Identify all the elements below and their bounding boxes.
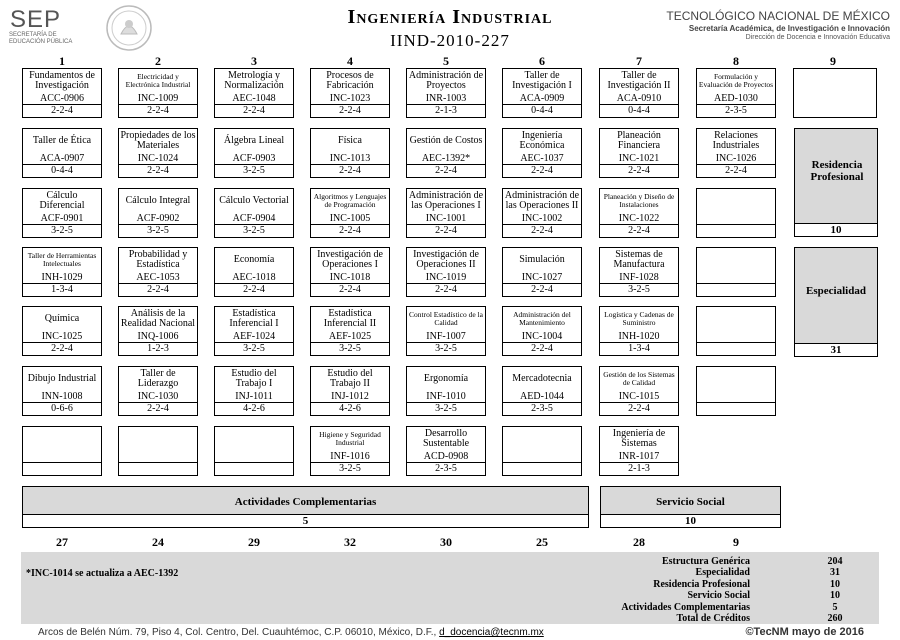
course-name: Control Estadístico de la Calidad — [409, 309, 483, 327]
summary-value: 10 — [830, 590, 840, 602]
course-card — [696, 128, 776, 178]
course-name — [698, 307, 774, 330]
course-card — [118, 366, 198, 416]
empty-course-slot — [696, 247, 776, 297]
course-card — [310, 426, 390, 476]
summary-value: 204 — [827, 556, 843, 567]
course-name: Taller de Investigación II — [607, 69, 671, 91]
course-credits: 3-2-5 — [23, 224, 101, 237]
course-code: INQ-1006 — [137, 331, 179, 342]
course-code: INR-1003 — [425, 93, 467, 104]
residencia-block — [794, 128, 878, 237]
course-credits: 2-2-4 — [119, 402, 197, 415]
course-name: Investigación de Operaciones II — [413, 248, 479, 270]
course-name: Planeación y Diseño de Instalaciones — [603, 191, 675, 209]
sep-logo-text: SEP — [10, 6, 62, 33]
course-card — [310, 188, 390, 238]
course-name: Cálculo Vectorial — [219, 194, 289, 206]
especialidad-block — [794, 247, 878, 357]
course-credits — [697, 224, 775, 237]
course-credits: 3-2-5 — [119, 224, 197, 237]
course-card — [502, 306, 582, 356]
course-code: INC-1002 — [521, 213, 563, 224]
course-code: ACF-0904 — [232, 213, 276, 224]
course-code: AED-1030 — [714, 93, 758, 104]
course-credits: 3-2-5 — [311, 342, 389, 355]
course-name: Procesos de Fabricación — [326, 69, 374, 91]
address-text: Arcos de Belén Núm. 79, Piso 4, Col. Centro, Del. Cuauhtémoc, C.P. 06010, México, D.F., — [38, 627, 440, 638]
course-credits: 2-1-3 — [600, 462, 678, 475]
course-credits: 0-6-6 — [23, 402, 101, 415]
course-card — [214, 68, 294, 118]
course-name: Investigación de Operaciones I — [317, 248, 383, 270]
course-credits: 2-2-4 — [119, 104, 197, 117]
footer-address — [38, 627, 544, 638]
course-name: Metrología y Normalización — [224, 69, 284, 91]
course-card — [22, 68, 102, 118]
course-card — [310, 68, 390, 118]
course-credits: 4-2-6 — [215, 402, 293, 415]
especialidad-credits: 31 — [795, 343, 877, 356]
course-credits: 2-2-4 — [23, 342, 101, 355]
semester-total: 28 — [633, 535, 645, 549]
course-name: Desarrollo Sustentable — [422, 427, 470, 449]
course-card — [214, 247, 294, 297]
course-credits — [697, 402, 775, 415]
course-card — [599, 366, 679, 416]
course-code: ACA-0909 — [519, 93, 565, 104]
course-name: Higiene y Seguridad Industrial — [319, 429, 381, 447]
course-credits: 1-3-4 — [600, 342, 678, 355]
course-credits — [697, 283, 775, 296]
course-name — [216, 427, 292, 450]
semester-header: 8 — [733, 54, 739, 68]
course-name: Ingeniería Económica — [519, 129, 565, 151]
summary-label: Total de Créditos — [676, 613, 750, 624]
empty-course-slot — [502, 426, 582, 476]
course-credits: 2-3-5 — [697, 104, 775, 117]
course-code: INC-1024 — [137, 153, 179, 164]
course-card — [599, 68, 679, 118]
course-card — [22, 128, 102, 178]
course-name: Física — [338, 134, 362, 146]
course-code: INC-1009 — [137, 93, 179, 104]
semester-header: 5 — [443, 54, 449, 68]
semester-header: 6 — [539, 54, 545, 68]
course-name: Álgebra Lineal — [223, 134, 285, 146]
course-credits: 2-3-5 — [407, 462, 485, 475]
course-code: INC-1027 — [521, 272, 563, 283]
course-credits: 2-2-4 — [407, 224, 485, 237]
course-credits — [215, 462, 293, 475]
course-code: ACF-0903 — [232, 153, 276, 164]
semester-total: 9 — [733, 535, 739, 549]
course-credits: 2-2-4 — [23, 104, 101, 117]
page-title: Ingeniería Industrial — [347, 6, 553, 28]
course-card — [406, 68, 486, 118]
course-credits: 4-2-6 — [311, 402, 389, 415]
course-card — [118, 68, 198, 118]
course-credits: 3-2-5 — [215, 224, 293, 237]
course-code: ACF-0901 — [40, 213, 84, 224]
course-card — [22, 306, 102, 356]
course-code: AEC-1018 — [232, 272, 276, 283]
empty-course-slot — [696, 366, 776, 416]
plan-code: IIND-2010-227 — [390, 31, 510, 50]
course-code: AEC-1392* — [421, 153, 471, 164]
summary-label: Servicio Social — [687, 590, 750, 602]
semester-total: 24 — [152, 535, 164, 549]
org-name: TECNOLÓGICO NACIONAL DE MÉXICO — [666, 9, 890, 23]
course-name: Sistemas de Manufactura — [613, 248, 665, 270]
course-credits: 2-1-3 — [407, 104, 485, 117]
course-code: INR-1017 — [618, 451, 660, 462]
course-card — [599, 306, 679, 356]
course-credits: 3-2-5 — [407, 402, 485, 415]
course-name: Química — [44, 312, 80, 324]
course-name: Relaciones Industriales — [712, 129, 760, 151]
course-name: Ergonomía — [423, 372, 469, 384]
course-credits: 2-2-4 — [311, 283, 389, 296]
course-name: Cálculo Integral — [125, 194, 191, 206]
course-name: Taller de Herramientas Intelectuales — [27, 250, 97, 268]
course-card — [502, 247, 582, 297]
course-code: INH-1020 — [618, 331, 660, 342]
course-code: INJ-1012 — [331, 391, 369, 402]
course-name: Taller de Investigación I — [512, 69, 572, 91]
course-code: AEC-1037 — [520, 153, 564, 164]
course-credits: 2-2-4 — [503, 283, 581, 296]
course-code: INC-1001 — [425, 213, 467, 224]
course-card — [118, 247, 198, 297]
org-subtitle: Secretaría Académica, de Investigación e Innovación — [688, 24, 890, 33]
course-code: INC-1018 — [329, 272, 371, 283]
course-name: Taller de Liderazgo — [137, 367, 179, 389]
course-code: AEC-1048 — [232, 93, 276, 104]
course-credits: 2-2-4 — [311, 164, 389, 177]
course-credits: 2-2-4 — [600, 402, 678, 415]
summary-label: Residencia Profesional — [653, 578, 750, 590]
course-code: INC-1023 — [329, 93, 371, 104]
course-card — [406, 128, 486, 178]
course-name: Análisis de la Realidad Nacional — [120, 307, 196, 329]
course-card — [310, 366, 390, 416]
summary-value: 5 — [832, 601, 838, 613]
course-name — [698, 367, 774, 390]
semester-header: 2 — [155, 54, 161, 68]
course-credits — [503, 462, 581, 475]
semester-header: 7 — [636, 54, 642, 68]
course-name: Administración de las Operaciones II — [504, 189, 580, 211]
course-code: INN-1008 — [41, 391, 83, 402]
course-card — [214, 306, 294, 356]
course-card — [22, 188, 102, 238]
servicio-social-block — [600, 486, 781, 528]
empty-course-slot — [793, 68, 877, 118]
course-credits — [23, 462, 101, 475]
semester-total: 29 — [248, 535, 260, 549]
course-credits — [697, 342, 775, 355]
course-credits: 2-2-4 — [697, 164, 775, 177]
course-name: Planeación Financiera — [617, 129, 661, 151]
course-code: AEF-1025 — [328, 331, 372, 342]
actividades-credits: 5 — [23, 514, 588, 527]
course-credits: 2-2-4 — [215, 104, 293, 117]
course-name: Simulación — [519, 253, 565, 265]
course-name: Estudio del Trabajo I — [231, 367, 277, 389]
course-code: INC-1015 — [618, 391, 660, 402]
course-code: INF-1028 — [619, 272, 659, 283]
residencia-credits: 10 — [795, 223, 877, 236]
course-name: Probabilidad y Estadística — [128, 248, 188, 270]
course-code: INF-1016 — [330, 451, 370, 462]
semester-header: 3 — [251, 54, 257, 68]
course-credits: 0-4-4 — [503, 104, 581, 117]
course-name: Estadística Inferencial I — [229, 307, 279, 329]
course-name: Electricidad y Electrónica Industrial — [125, 71, 191, 89]
course-card — [406, 188, 486, 238]
course-credits: 2-2-4 — [407, 283, 485, 296]
sep-subtitle: SECRETARÍA DE EDUCACIÓN PÚBLICA — [9, 32, 73, 45]
course-credits: 3-2-5 — [311, 462, 389, 475]
course-credits: 2-2-4 — [503, 164, 581, 177]
course-name: Administración del Mantenimiento — [513, 309, 571, 327]
semester-total: 30 — [440, 535, 452, 549]
course-card — [696, 68, 776, 118]
course-credits: 2-2-4 — [503, 342, 581, 355]
course-card — [406, 247, 486, 297]
course-name: Gestión de los Sistemas de Calidad — [603, 369, 675, 387]
empty-course-slot — [214, 426, 294, 476]
course-name — [698, 248, 774, 271]
course-code: INC-1013 — [329, 153, 371, 164]
course-card — [310, 247, 390, 297]
actividades-label: Actividades Complementarias — [234, 496, 377, 508]
course-name — [504, 427, 580, 450]
course-name: Gestión de Costos — [409, 134, 483, 146]
course-card — [502, 366, 582, 416]
course-card — [22, 366, 102, 416]
course-code: AEF-1024 — [232, 331, 276, 342]
course-credits: 3-2-5 — [407, 342, 485, 355]
course-credits: 2-3-5 — [503, 402, 581, 415]
empty-course-slot — [696, 188, 776, 238]
servicio-social-credits: 10 — [601, 514, 780, 527]
semester-header: 1 — [59, 54, 65, 68]
summary-label: Actividades Complementarias — [621, 601, 750, 613]
course-name — [120, 427, 196, 450]
course-name: Fundamentos de Investigación — [29, 69, 95, 91]
course-credits: 2-2-4 — [119, 283, 197, 296]
course-code: INC-1030 — [137, 391, 179, 402]
update-note: *INC-1014 se actualiza a AEC-1392 — [26, 568, 179, 579]
course-credits: 1-2-3 — [119, 342, 197, 355]
course-card — [22, 247, 102, 297]
course-card — [310, 306, 390, 356]
course-code: INC-1026 — [715, 153, 757, 164]
course-card — [502, 188, 582, 238]
course-credits: 2-2-4 — [407, 164, 485, 177]
course-code: INF-1007 — [426, 331, 466, 342]
footer-copyright: ©TecNM mayo de 2016 — [745, 626, 864, 638]
email-link[interactable]: d_docencia@tecnm.mx — [439, 627, 544, 638]
course-name: Algoritmos y Lenguajes de Programación — [313, 191, 387, 209]
semester-total: 32 — [344, 535, 356, 549]
course-name: Propiedades de los Materiales — [120, 129, 196, 151]
course-name: Dibujo Industrial — [27, 372, 97, 384]
course-card — [406, 306, 486, 356]
course-code: INJ-1011 — [235, 391, 273, 402]
course-card — [599, 426, 679, 476]
course-name — [24, 427, 100, 450]
course-credits: 2-2-4 — [215, 283, 293, 296]
course-code: INH-1029 — [41, 272, 83, 283]
course-code: AED-1044 — [520, 391, 564, 402]
course-card — [502, 128, 582, 178]
course-credits: 3-2-5 — [215, 342, 293, 355]
course-name: Economía — [233, 253, 275, 265]
course-card — [118, 306, 198, 356]
org-department: Dirección de Docencia e Innovación Educativa — [745, 34, 890, 41]
course-name: Ingeniería de Sistemas — [612, 427, 666, 449]
course-credits: 3-2-5 — [215, 164, 293, 177]
semester-total: 27 — [56, 535, 68, 549]
summary-label: Estructura Genérica — [661, 556, 750, 567]
course-code: INC-1005 — [329, 213, 371, 224]
course-credits: 2-2-4 — [600, 224, 678, 237]
summary-panel — [21, 552, 879, 624]
course-card — [214, 188, 294, 238]
servicio-social-label: Servicio Social — [656, 496, 725, 508]
course-credits: 2-2-4 — [119, 164, 197, 177]
course-card — [599, 188, 679, 238]
course-credits: 0-4-4 — [600, 104, 678, 117]
course-code: INC-1004 — [521, 331, 563, 342]
summary-value: 260 — [827, 613, 843, 624]
course-code: ACD-0908 — [423, 451, 469, 462]
course-code: ACF-0902 — [136, 213, 180, 224]
course-card — [118, 128, 198, 178]
course-card — [118, 188, 198, 238]
empty-course-slot — [22, 426, 102, 476]
course-code: ACA-0910 — [616, 93, 662, 104]
course-card — [406, 426, 486, 476]
course-name: Logística y Cadenas de Suministro — [604, 309, 674, 327]
actividades-block — [22, 486, 589, 528]
residencia-label: Residencia Profesional — [810, 159, 864, 183]
course-card — [310, 128, 390, 178]
course-credits: 3-2-5 — [600, 283, 678, 296]
course-card — [406, 366, 486, 416]
course-name: Administración de Proyectos — [408, 69, 484, 91]
semester-header: 9 — [830, 54, 836, 68]
course-credits: 2-2-4 — [311, 104, 389, 117]
summary-value: 31 — [830, 567, 840, 579]
semester-header: 4 — [347, 54, 353, 68]
semester-total: 25 — [536, 535, 548, 549]
course-name: Mercadotecnia — [512, 372, 572, 384]
course-code: INC-1025 — [41, 331, 83, 342]
course-card — [214, 366, 294, 416]
course-name: Estudio del Trabajo II — [327, 367, 373, 389]
course-name — [698, 189, 774, 212]
course-name: Administración de las Operaciones I — [408, 189, 484, 211]
summary-value: 10 — [830, 578, 840, 590]
course-name: Cálculo Diferencial — [39, 189, 85, 211]
course-card — [599, 247, 679, 297]
summary-label: Especialidad — [695, 567, 750, 579]
course-credits: 2-2-4 — [503, 224, 581, 237]
course-card — [599, 128, 679, 178]
especialidad-label: Especialidad — [806, 285, 866, 297]
course-credits — [119, 462, 197, 475]
course-code: ACA-0907 — [39, 153, 85, 164]
course-code: AEC-1053 — [136, 272, 180, 283]
course-code: ACC-0906 — [40, 93, 84, 104]
course-card — [214, 128, 294, 178]
course-code: INC-1019 — [425, 272, 467, 283]
course-credits: 1-3-4 — [23, 283, 101, 296]
course-name: Estadística Inferencial II — [323, 307, 377, 329]
course-code: INC-1022 — [618, 213, 660, 224]
empty-course-slot — [696, 306, 776, 356]
course-name: Formulación y Evaluación de Proyectos — [698, 71, 774, 89]
course-name: Taller de Ética — [32, 134, 92, 146]
course-credits: 2-2-4 — [311, 224, 389, 237]
course-code: INC-1021 — [618, 153, 660, 164]
course-credits: 2-2-4 — [600, 164, 678, 177]
course-card — [502, 68, 582, 118]
course-credits: 0-4-4 — [23, 164, 101, 177]
empty-course-slot — [118, 426, 198, 476]
course-code: INF-1010 — [426, 391, 466, 402]
